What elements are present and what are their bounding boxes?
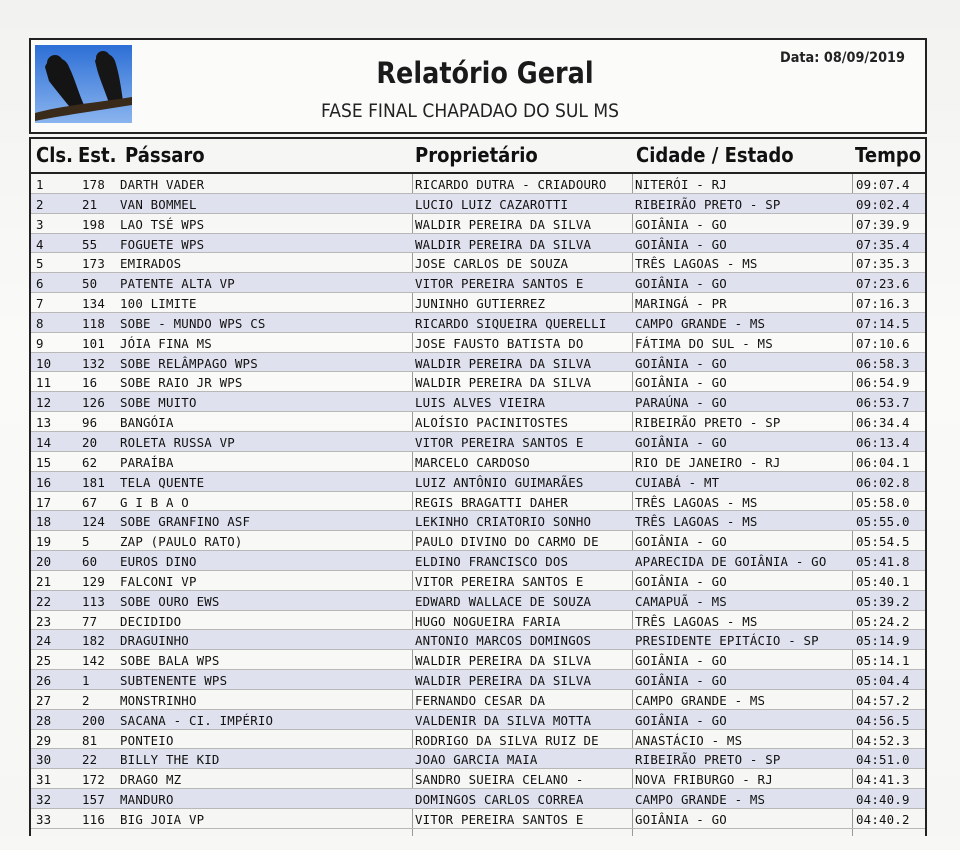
cell-cls: 25 bbox=[36, 653, 52, 669]
cell-cidade: GOIÂNIA - GO bbox=[635, 434, 727, 450]
cell-cidade: RIBEIRÃO PRETO - SP bbox=[635, 415, 781, 431]
cell-tempo: 04:40.2 bbox=[856, 812, 910, 827]
report-subtitle: FASE FINAL CHAPADAO DO SUL MS bbox=[321, 100, 619, 122]
cell-tempo: 04:51.0 bbox=[856, 752, 910, 768]
cell-cls: 19 bbox=[36, 534, 52, 550]
column-header-cidade: Cidade / Estado bbox=[636, 143, 794, 167]
table-row bbox=[31, 769, 925, 789]
cell-proprietario: JOSE FAUSTO BATISTA DO bbox=[415, 335, 584, 351]
cell-passaro: ZAP (PAULO RATO) bbox=[120, 534, 243, 550]
cell-cls: 17 bbox=[36, 494, 52, 510]
cell-est: 77 bbox=[82, 613, 98, 629]
cell-passaro: 100 LIMITE bbox=[120, 296, 197, 312]
cell-cls: 21 bbox=[36, 573, 52, 589]
cell-est: 173 bbox=[82, 256, 105, 272]
cell-proprietario: WALDIR PEREIRA DA SILVA bbox=[415, 355, 592, 371]
cell-proprietario: EDWARD WALLACE DE SOUZA bbox=[415, 593, 592, 609]
cell-passaro: JÓIA FINA MS bbox=[120, 335, 212, 351]
cell-est: 200 bbox=[82, 712, 105, 728]
cell-passaro: DRAGUINHO bbox=[120, 633, 189, 649]
cell-proprietario: VITOR PEREIRA SANTOS E bbox=[415, 573, 584, 589]
cell-cidade: GOIÂNIA - GO bbox=[635, 812, 727, 827]
cell-passaro: FALCONI VP bbox=[120, 573, 197, 589]
cell-proprietario: JUNINHO GUTIERREZ bbox=[415, 296, 546, 312]
cell-cls: 29 bbox=[36, 732, 52, 748]
bird-logo bbox=[35, 45, 132, 123]
cell-cls: 2 bbox=[36, 196, 44, 212]
cell-cidade: TRÊS LAGOAS - MS bbox=[635, 514, 758, 530]
table-row bbox=[31, 234, 925, 254]
cell-est: 60 bbox=[82, 554, 98, 570]
cell-est: 62 bbox=[82, 454, 98, 470]
cell-tempo: 06:34.4 bbox=[856, 415, 910, 431]
cell-proprietario: WALDIR PEREIRA DA SILVA bbox=[415, 653, 592, 669]
cell-cidade: GOIÂNIA - GO bbox=[635, 653, 727, 669]
cell-passaro: BANGÓIA bbox=[120, 415, 174, 431]
cell-est: 116 bbox=[82, 812, 105, 827]
cell-cls: 9 bbox=[36, 335, 44, 351]
cell-cls: 8 bbox=[36, 315, 44, 331]
cell-passaro: MONSTRINHO bbox=[120, 692, 197, 708]
cell-cidade: NOVA FRIBURGO - RJ bbox=[635, 772, 773, 788]
cell-est: 20 bbox=[82, 434, 98, 450]
cell-proprietario: WALDIR PEREIRA DA SILVA bbox=[415, 375, 592, 391]
cell-passaro: VAN BOMMEL bbox=[120, 196, 197, 212]
cell-cls: 4 bbox=[36, 236, 44, 252]
cell-cidade: CAMPO GRANDE - MS bbox=[635, 315, 766, 331]
cell-cls: 14 bbox=[36, 434, 52, 450]
table-row bbox=[31, 432, 925, 452]
cell-proprietario: RICARDO SIQUEIRA QUERELLI bbox=[415, 315, 607, 331]
cell-passaro: SOBE RAIO JR WPS bbox=[120, 375, 243, 391]
results-rows bbox=[31, 174, 925, 829]
column-header-passaro: Pássaro bbox=[125, 143, 205, 167]
cell-cls: 6 bbox=[36, 276, 44, 292]
cell-passaro: SUBTENENTE WPS bbox=[120, 673, 228, 689]
cell-proprietario: WALDIR PEREIRA DA SILVA bbox=[415, 216, 592, 232]
cell-tempo: 04:56.5 bbox=[856, 712, 910, 728]
cell-tempo: 05:24.2 bbox=[856, 613, 910, 629]
cell-cls: 16 bbox=[36, 474, 52, 490]
cell-passaro: DARTH VADER bbox=[120, 177, 205, 192]
cell-cls: 28 bbox=[36, 712, 52, 728]
cell-proprietario: WALDIR PEREIRA DA SILVA bbox=[415, 236, 592, 252]
cell-proprietario: VITOR PEREIRA SANTOS E bbox=[415, 276, 584, 292]
cell-cidade: GOIÂNIA - GO bbox=[635, 276, 727, 292]
cell-tempo: 04:41.3 bbox=[856, 772, 910, 788]
cell-passaro: LAO TSÉ WPS bbox=[120, 216, 205, 232]
cell-cls: 32 bbox=[36, 792, 52, 808]
cell-cls: 24 bbox=[36, 633, 52, 649]
cell-est: 96 bbox=[82, 415, 98, 431]
cell-proprietario: MARCELO CARDOSO bbox=[415, 454, 530, 470]
table-row bbox=[31, 650, 925, 670]
table-row bbox=[31, 472, 925, 492]
cell-proprietario: RICARDO DUTRA - CRIADOURO bbox=[415, 177, 607, 192]
table-row bbox=[31, 194, 925, 214]
cell-tempo: 05:58.0 bbox=[856, 494, 910, 510]
cell-cls: 7 bbox=[36, 296, 44, 312]
cell-est: 182 bbox=[82, 633, 105, 649]
cell-cidade: MARINGÁ - PR bbox=[635, 296, 727, 312]
cell-tempo: 05:04.4 bbox=[856, 673, 910, 689]
cell-cls: 30 bbox=[36, 752, 52, 768]
cell-tempo: 07:10.6 bbox=[856, 335, 910, 351]
cell-est: 129 bbox=[82, 573, 105, 589]
cell-tempo: 06:13.4 bbox=[856, 434, 910, 450]
cell-proprietario: DOMINGOS CARLOS CORREA bbox=[415, 792, 584, 808]
cell-cidade: GOIÂNIA - GO bbox=[635, 375, 727, 391]
column-header-est: Est. bbox=[78, 143, 117, 167]
cell-proprietario: REGIS BRAGATTI DAHER bbox=[415, 494, 569, 510]
cell-proprietario: VITOR PEREIRA SANTOS E bbox=[415, 812, 584, 827]
cell-proprietario: PAULO DIVINO DO CARMO DE bbox=[415, 534, 599, 550]
cell-proprietario: HUGO NOGUEIRA FARIA bbox=[415, 613, 561, 629]
cell-tempo: 04:52.3 bbox=[856, 732, 910, 748]
table-row bbox=[31, 214, 925, 234]
cell-tempo: 06:02.8 bbox=[856, 474, 910, 490]
cell-cls: 20 bbox=[36, 554, 52, 570]
table-row bbox=[31, 372, 925, 392]
cell-cls: 26 bbox=[36, 673, 52, 689]
cell-cidade: NITERÓI - RJ bbox=[635, 177, 727, 192]
cell-tempo: 04:40.9 bbox=[856, 792, 910, 808]
page-bottom-edge bbox=[0, 836, 960, 850]
cell-est: 126 bbox=[82, 395, 105, 411]
cell-cls: 13 bbox=[36, 415, 52, 431]
table-row bbox=[31, 333, 925, 353]
table-row bbox=[31, 730, 925, 750]
cell-cidade: CAMPO GRANDE - MS bbox=[635, 792, 766, 808]
cell-proprietario: ALOÍSIO PACINITOSTES bbox=[415, 415, 569, 431]
cell-est: 118 bbox=[82, 315, 105, 331]
cell-cls: 10 bbox=[36, 355, 52, 371]
cell-passaro: BIG JOIA VP bbox=[120, 812, 205, 827]
table-row bbox=[31, 611, 925, 631]
cell-est: 5 bbox=[82, 534, 90, 550]
cell-cidade: GOIÂNIA - GO bbox=[635, 236, 727, 252]
cell-est: 21 bbox=[82, 196, 98, 212]
cell-tempo: 06:58.3 bbox=[856, 355, 910, 371]
cell-tempo: 07:35.3 bbox=[856, 256, 910, 272]
cell-tempo: 06:04.1 bbox=[856, 454, 910, 470]
cell-tempo: 07:39.9 bbox=[856, 216, 910, 232]
column-header-cls: Cls. bbox=[36, 143, 73, 167]
table-row bbox=[31, 353, 925, 373]
cell-est: 55 bbox=[82, 236, 98, 252]
cell-passaro: TELA QUENTE bbox=[120, 474, 205, 490]
cell-cidade: CAMPO GRANDE - MS bbox=[635, 692, 766, 708]
table-row bbox=[31, 511, 925, 531]
cell-proprietario: SANDRO SUEIRA CELANO - bbox=[415, 772, 584, 788]
cell-tempo: 06:53.7 bbox=[856, 395, 910, 411]
cell-cls: 18 bbox=[36, 514, 52, 530]
cell-passaro: G I B A O bbox=[120, 494, 189, 510]
cell-cidade: GOIÂNIA - GO bbox=[635, 216, 727, 232]
cell-passaro: SACANA - CI. IMPÉRIO bbox=[120, 712, 274, 728]
table-row bbox=[31, 551, 925, 571]
cell-cidade: TRÊS LAGOAS - MS bbox=[635, 613, 758, 629]
column-header-tempo: Tempo bbox=[855, 143, 922, 167]
cell-cidade: RIO DE JANEIRO - RJ bbox=[635, 454, 781, 470]
table-row bbox=[31, 690, 925, 710]
table-row bbox=[31, 789, 925, 809]
table-row bbox=[31, 313, 925, 333]
cell-passaro: MANDURO bbox=[120, 792, 174, 808]
table-row bbox=[31, 749, 925, 769]
cell-tempo: 05:14.9 bbox=[856, 633, 910, 649]
cell-cls: 33 bbox=[36, 812, 52, 827]
cell-est: 113 bbox=[82, 593, 105, 609]
cell-passaro: ROLETA RUSSA VP bbox=[120, 434, 235, 450]
cell-passaro: DRAGO MZ bbox=[120, 772, 182, 788]
cell-proprietario: FERNANDO CESAR DA bbox=[415, 692, 546, 708]
cell-passaro: SOBE RELÂMPAGO WPS bbox=[120, 355, 258, 371]
cell-est: 1 bbox=[82, 673, 90, 689]
report-date: Data: 08/09/2019 bbox=[780, 50, 905, 66]
cell-est: 142 bbox=[82, 653, 105, 669]
cell-tempo: 05:55.0 bbox=[856, 514, 910, 530]
table-row bbox=[31, 253, 925, 273]
table-row bbox=[31, 670, 925, 690]
cell-est: 132 bbox=[82, 355, 105, 371]
table-row bbox=[31, 452, 925, 472]
cell-passaro: FOGUETE WPS bbox=[120, 236, 205, 252]
cell-passaro: DECIDIDO bbox=[120, 613, 182, 629]
cell-cidade: PARAÚNA - GO bbox=[635, 395, 727, 411]
cell-est: 16 bbox=[82, 375, 98, 391]
cell-cidade: FÁTIMA DO SUL - MS bbox=[635, 335, 773, 351]
cell-proprietario: WALDIR PEREIRA DA SILVA bbox=[415, 673, 592, 689]
table-row bbox=[31, 392, 925, 412]
cell-est: 198 bbox=[82, 216, 105, 232]
cell-cls: 27 bbox=[36, 692, 52, 708]
cell-passaro: PARAÍBA bbox=[120, 454, 174, 470]
cell-proprietario: ANTONIO MARCOS DOMINGOS bbox=[415, 633, 592, 649]
table-row bbox=[31, 531, 925, 551]
cell-passaro: EUROS DINO bbox=[120, 554, 197, 570]
cell-passaro: SOBE - MUNDO WPS CS bbox=[120, 315, 266, 331]
cell-cidade: PRESIDENTE EPITÁCIO - SP bbox=[635, 633, 819, 649]
cell-cidade: RIBEIRÃO PRETO - SP bbox=[635, 752, 781, 768]
cell-est: 22 bbox=[82, 752, 98, 768]
cell-cidade: ANASTÁCIO - MS bbox=[635, 732, 743, 748]
table-row bbox=[31, 174, 925, 194]
table-row bbox=[31, 809, 925, 829]
cell-cls: 11 bbox=[36, 375, 52, 391]
cell-passaro: PATENTE ALTA VP bbox=[120, 276, 235, 292]
cell-cidade: CAMAPUÃ - MS bbox=[635, 593, 727, 609]
cell-tempo: 07:23.6 bbox=[856, 276, 910, 292]
table-row bbox=[31, 293, 925, 313]
cell-est: 2 bbox=[82, 692, 90, 708]
cell-est: 101 bbox=[82, 335, 105, 351]
cell-tempo: 09:02.4 bbox=[856, 196, 910, 212]
cell-cidade: APARECIDA DE GOIÂNIA - GO bbox=[635, 554, 827, 570]
cell-est: 134 bbox=[82, 296, 105, 312]
cell-est: 157 bbox=[82, 792, 105, 808]
cell-cidade: GOIÂNIA - GO bbox=[635, 573, 727, 589]
cell-cidade: GOIÂNIA - GO bbox=[635, 712, 727, 728]
cell-passaro: SOBE OURO EWS bbox=[120, 593, 220, 609]
cell-cls: 1 bbox=[36, 177, 44, 192]
cell-cidade: GOIÂNIA - GO bbox=[635, 355, 727, 371]
cell-proprietario: VALDENIR DA SILVA MOTTA bbox=[415, 712, 592, 728]
cell-proprietario: VITOR PEREIRA SANTOS E bbox=[415, 434, 584, 450]
cell-proprietario: ELDINO FRANCISCO DOS bbox=[415, 554, 569, 570]
cell-cls: 12 bbox=[36, 395, 52, 411]
cell-est: 178 bbox=[82, 177, 105, 192]
cell-passaro: SOBE MUITO bbox=[120, 395, 197, 411]
cell-cls: 22 bbox=[36, 593, 52, 609]
cell-passaro: EMIRADOS bbox=[120, 256, 182, 272]
cell-est: 67 bbox=[82, 494, 98, 510]
cell-tempo: 04:57.2 bbox=[856, 692, 910, 708]
cell-cidade: RIBEIRÃO PRETO - SP bbox=[635, 196, 781, 212]
cell-tempo: 07:16.3 bbox=[856, 296, 910, 312]
cell-cls: 3 bbox=[36, 216, 44, 232]
cell-proprietario: LUCIO LUIZ CAZAROTTI bbox=[415, 196, 569, 212]
cell-cls: 23 bbox=[36, 613, 52, 629]
table-row bbox=[31, 591, 925, 611]
cell-proprietario: JOAO GARCIA MAIA bbox=[415, 752, 538, 768]
cell-cidade: GOIÂNIA - GO bbox=[635, 534, 727, 550]
cell-proprietario: LUIZ ANTÔNIO GUIMARÃES bbox=[415, 474, 584, 490]
cell-est: 124 bbox=[82, 514, 105, 530]
cell-passaro: SOBE GRANFINO ASF bbox=[120, 514, 251, 530]
cell-tempo: 05:14.1 bbox=[856, 653, 910, 669]
cell-tempo: 07:35.4 bbox=[856, 236, 910, 252]
column-header-proprietario: Proprietário bbox=[415, 143, 538, 167]
table-row bbox=[31, 710, 925, 730]
cell-proprietario: LUIS ALVES VIEIRA bbox=[415, 395, 546, 411]
cell-est: 50 bbox=[82, 276, 98, 292]
cell-est: 81 bbox=[82, 732, 98, 748]
report-title: Relatório Geral bbox=[376, 56, 594, 90]
cell-est: 181 bbox=[82, 474, 105, 490]
cell-tempo: 05:54.5 bbox=[856, 534, 910, 550]
cell-tempo: 09:07.4 bbox=[856, 177, 910, 192]
cell-passaro: BILLY THE KID bbox=[120, 752, 220, 768]
table-row bbox=[31, 630, 925, 650]
cell-est: 172 bbox=[82, 772, 105, 788]
cell-tempo: 05:40.1 bbox=[856, 573, 910, 589]
cell-proprietario: JOSE CARLOS DE SOUZA bbox=[415, 256, 569, 272]
cell-tempo: 05:39.2 bbox=[856, 593, 910, 609]
cell-tempo: 07:14.5 bbox=[856, 315, 910, 331]
cell-passaro: SOBE BALA WPS bbox=[120, 653, 220, 669]
cell-cidade: CUIABÁ - MT bbox=[635, 474, 720, 490]
cell-tempo: 05:41.8 bbox=[856, 554, 910, 570]
cell-cls: 15 bbox=[36, 454, 52, 470]
cell-passaro: PONTEIO bbox=[120, 732, 174, 748]
cell-cidade: TRÊS LAGOAS - MS bbox=[635, 256, 758, 272]
table-row bbox=[31, 492, 925, 512]
cell-proprietario: LEKINHO CRIATORIO SONHO bbox=[415, 514, 592, 530]
cell-cidade: TRÊS LAGOAS - MS bbox=[635, 494, 758, 510]
table-row bbox=[31, 412, 925, 432]
bird-logo-icon bbox=[35, 45, 132, 123]
cell-proprietario: RODRIGO DA SILVA RUIZ DE bbox=[415, 732, 599, 748]
cell-cidade: GOIÂNIA - GO bbox=[635, 673, 727, 689]
table-row bbox=[31, 571, 925, 591]
cell-cls: 31 bbox=[36, 772, 52, 788]
table-row bbox=[31, 273, 925, 293]
cell-cls: 5 bbox=[36, 256, 44, 272]
cell-tempo: 06:54.9 bbox=[856, 375, 910, 391]
